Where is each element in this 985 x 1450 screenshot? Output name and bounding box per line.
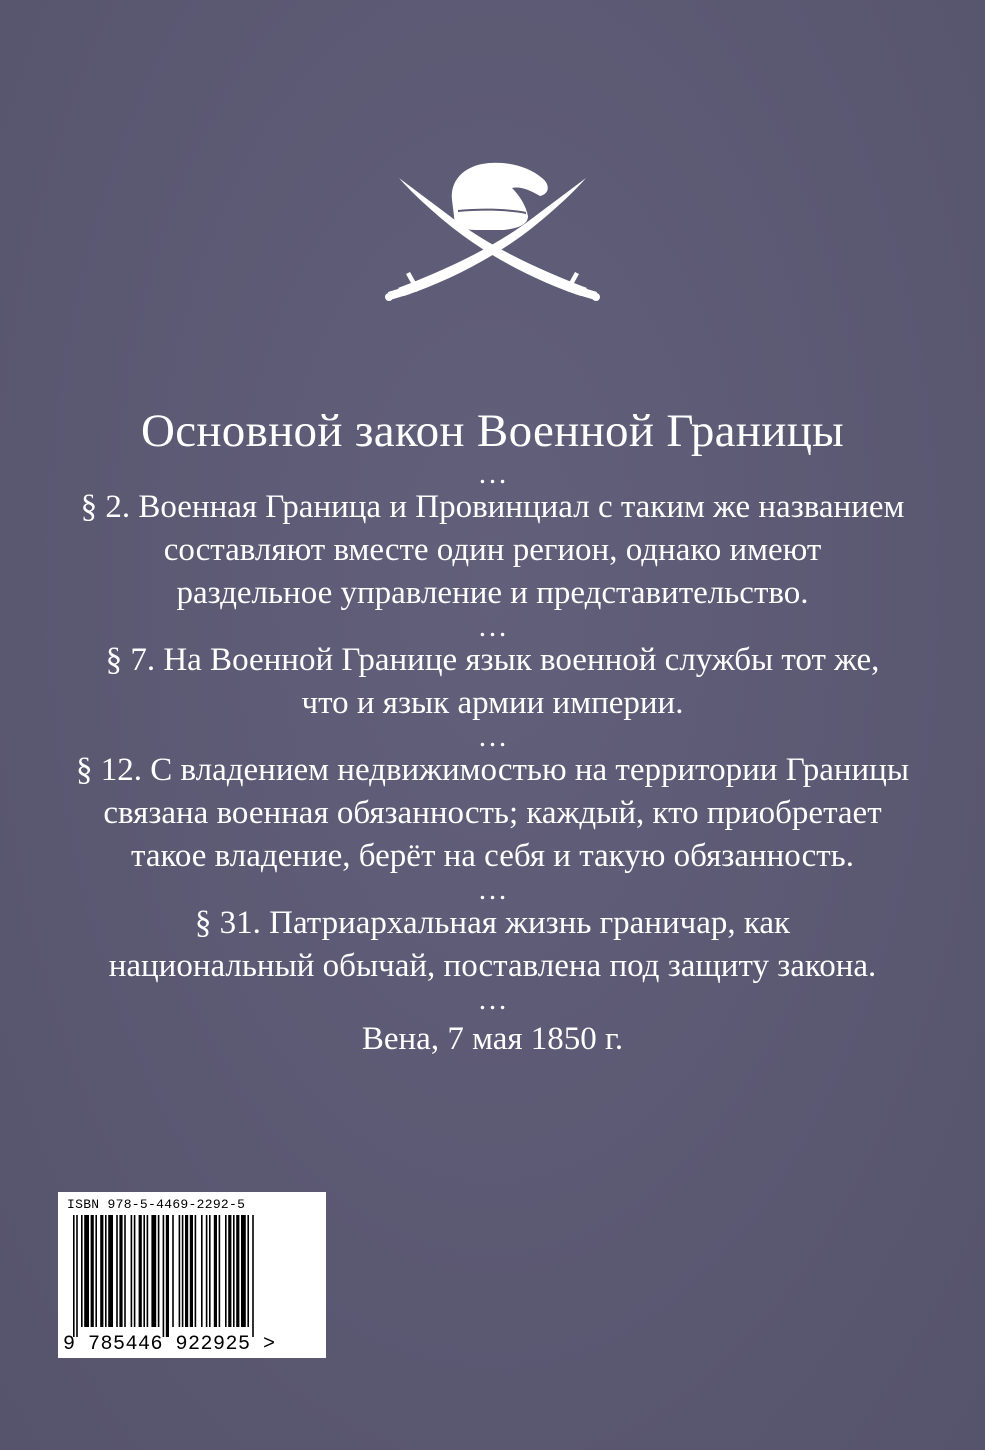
section-12-line-1: § 12. С владением недвижимостью на территории Границы — [75, 752, 910, 788]
law-excerpt — [0, 400, 985, 1061]
ellipsis: … — [477, 983, 508, 1016]
section-2-line-3: раздельное управление и представительство. — [176, 575, 809, 611]
section-2-line-1: § 2. Военная Граница и Провинциал с таким же названием — [80, 489, 905, 525]
section-12-line-2: связана военная обязанность; каждый, кто приобретает — [103, 795, 882, 831]
ellipsis: … — [477, 457, 508, 490]
isbn-text: ISBN 978-5-4469-2292-5 — [67, 1197, 246, 1212]
section-7-line-1: § 7. На Военной Границе язык военной службы тот же, — [105, 642, 880, 678]
papakha-sabres-icon — [380, 160, 605, 320]
signature-place-date: Вена, 7 мая 1850 г. — [361, 1021, 624, 1057]
book-title: Основной закон Военной Границы — [140, 405, 845, 457]
ellipsis: … — [477, 720, 508, 753]
section-12-line-3: такое владение, берёт на себя и такую обязанность. — [131, 838, 854, 874]
section-31-line-2: национальный обычай, поставлена под защиту закона. — [108, 948, 877, 984]
barcode-bars — [69, 1215, 317, 1337]
section-31-line-1: § 31. Патриархальная жизнь граничар, как — [194, 905, 791, 941]
section-2-line-2: составляют вместе один регион, однако имеют — [163, 532, 822, 568]
barcode — [58, 1192, 326, 1358]
section-7-line-2: что и язык армии империи. — [301, 685, 684, 721]
ellipsis: … — [477, 610, 508, 643]
ean-digits: 9 785446 922925 > — [63, 1333, 276, 1356]
ellipsis: … — [477, 873, 508, 906]
